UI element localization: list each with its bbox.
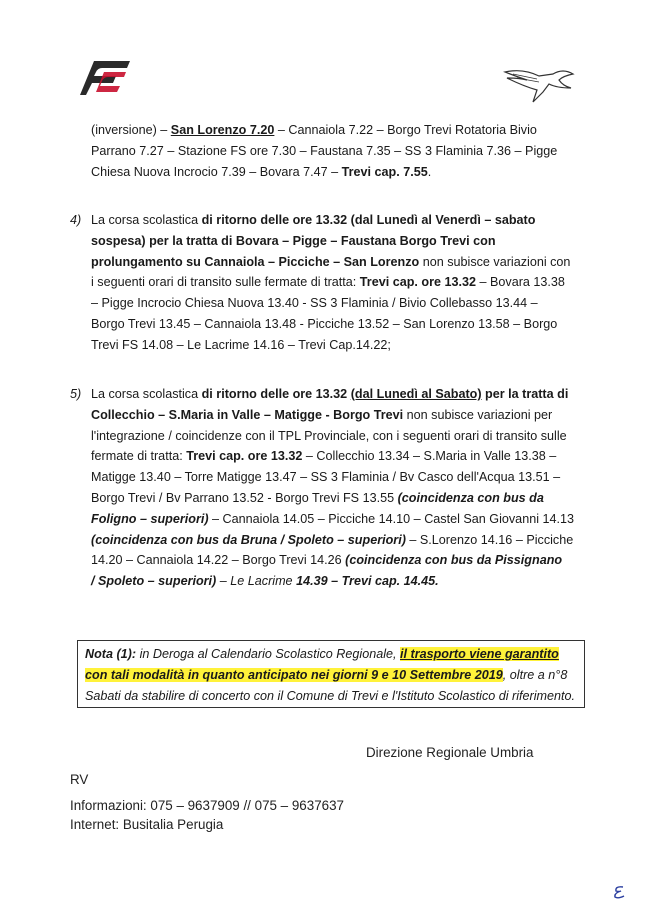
item-5-line: Foligno – superiori) – Cannaiola 14.05 – Picciche 14.10 – Castel San Giovanni 14.13 xyxy=(91,511,575,526)
nota-line: con tali modalità in quanto anticipato nei giorni 9 e 10 Settembre 2019, oltre a n°8 xyxy=(85,668,568,682)
item-5-line: l'integrazione / coincidenze con il TPL Provinciale, con i seguenti orari di transito sulle xyxy=(91,428,567,443)
direzione-signature: Direzione Regionale Umbria xyxy=(366,745,534,760)
item-4-line: Trevi FS 14.08 – Le Lacrime 14.16 – Trevi Cap.14.22; xyxy=(91,337,391,352)
item-5-line: fermate di tratta: Trevi cap. ore 13.32 – Collecchio 13.34 – S.Maria in Valle 13.38 – xyxy=(91,449,557,464)
nota-box xyxy=(77,640,585,708)
nota-highlight: il trasporto viene garantito xyxy=(400,647,559,661)
item-5-line: / Spoleto – superiori) – Le Lacrime 14.39 – Trevi cap. 14.45. xyxy=(91,574,439,589)
nota-line: Nota (1): in Deroga al Calendario Scolastico Regionale, il trasporto viene garantito xyxy=(85,647,559,661)
item-5-line: (coincidenza con bus da Bruna / Spoleto – superiori) – S.Lorenzo 14.16 – Picciche xyxy=(91,532,574,547)
item-4-line: prolungamento su Cannaiola – Picciche – San Lorenzo non subisce variazioni con xyxy=(91,254,571,269)
item-4-line: Borgo Trevi 13.45 – Cannaiola 13.48 - Picciche 13.52 – San Lorenzo 13.58 – Borgo xyxy=(91,316,558,331)
item-5-line: Borgo Trevi / Bv Parrano 13.52 - Borgo Trevi FS 13.55 (coincidenza con bus da xyxy=(91,490,544,505)
fs-italiane-logo-icon xyxy=(80,58,132,98)
item-5-line: La corsa scolastica di ritorno delle ore 13.32 (dal Lunedì al Sabato) per la tratta di xyxy=(91,387,569,401)
item-5-line: Matigge 13.40 – Torre Matigge 13.47 – SS 3 Flaminia / Bv Casco dell'Acqua 13.51 – xyxy=(91,470,561,485)
item-5-line: Collecchio – S.Maria in Valle – Matigge - Borgo Trevi non subisce variazioni per xyxy=(91,407,553,422)
informazioni-contacts: Informazioni: 075 – 9637909 // 075 – 9637637 xyxy=(70,798,344,813)
item-4-line: sospesa) per la tratta di Bovara – Pigge – Faustana Borgo Trevi con xyxy=(91,233,496,248)
continuation-line: Parrano 7.27 – Stazione FS ore 7.30 – Faustana 7.35 – SS 3 Flaminia 7.36 – Pigge xyxy=(91,143,558,158)
item-5-line: 14.20 – Cannaiola 14.22 – Borgo Trevi 14.26 (coincidenza con bus da Pissignano xyxy=(91,553,563,568)
busitalia-bird-logo-icon xyxy=(503,62,575,106)
continuation-line: Chiesa Nuova Incrocio 7.39 – Bovara 7.47 – Trevi cap. 7.55. xyxy=(91,164,432,179)
continuation-paragraph xyxy=(91,120,587,182)
continuation-line: (inversione) – San Lorenzo 7.20 – Cannaiola 7.22 – Borgo Trevi Rotatoria Bivio xyxy=(91,123,537,137)
item-4-paragraph xyxy=(91,210,587,356)
rv-initials: RV xyxy=(70,772,89,787)
item-4-line: La corsa scolastica di ritorno delle ore 13.32 (dal Lunedì al Venerdì – sabato xyxy=(91,213,536,227)
item-4-line: – Pigge Incrocio Chiesa Nuova 13.40 - SS 3 Flaminia / Bivio Collebasso 13.44 – xyxy=(91,296,538,311)
nota-highlight: con tali modalità in quanto anticipato nei giorni 9 e 10 Settembre 2019 xyxy=(85,668,503,682)
item-4-number: 4) xyxy=(70,213,82,227)
nota-label: Nota (1): xyxy=(85,647,137,661)
item-4-line: i seguenti orari di transito sulle fermate di tratta: Trevi cap. ore 13.32 – Bovara 13.38 xyxy=(91,275,565,290)
item-5-number: 5) xyxy=(70,387,82,401)
handwritten-mark-icon xyxy=(612,884,626,900)
nota-line: Sabati da stabilire di concerto con il Comune di Trevi e l'Istituto Scolastico di riferimento. xyxy=(85,689,576,703)
item-5-paragraph xyxy=(91,384,587,592)
internet-info: Internet: Busitalia Perugia xyxy=(70,817,224,832)
